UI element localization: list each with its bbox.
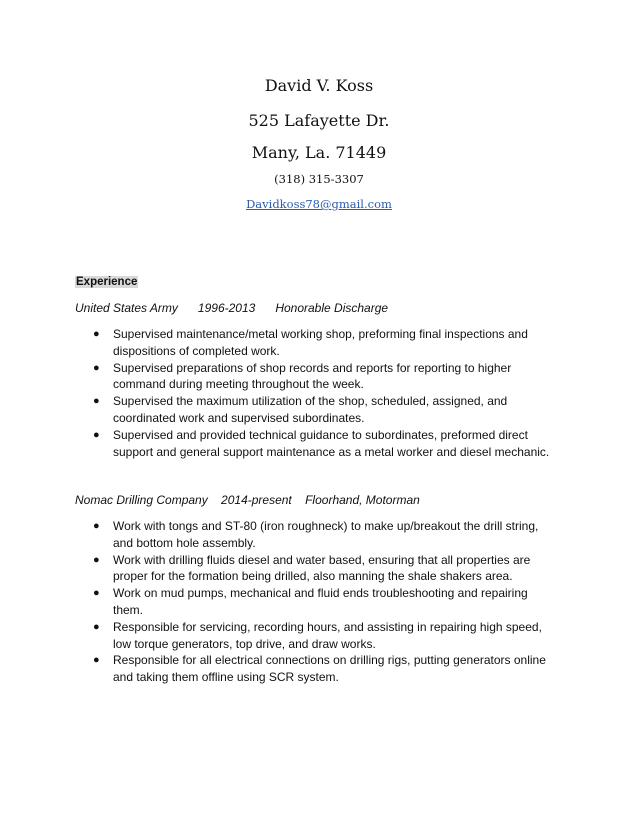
bullet-icon: ● bbox=[93, 328, 100, 340]
email-line bbox=[0, 197, 638, 211]
bullet-icon: ● bbox=[93, 520, 100, 532]
bullet-text: Responsible for servicing, recording hours, and assisting in repairing high speed, low torque generators, top drive, and draw works. bbox=[113, 619, 542, 651]
list-item bbox=[0, 552, 558, 586]
phone-number: (318) 315-3307 bbox=[274, 172, 364, 186]
bullet-text: Supervised preparations of shop records and reports for reporting to higher command during meeting throughout the week. bbox=[113, 360, 512, 392]
bullet-icon: ● bbox=[93, 620, 100, 633]
list-item bbox=[0, 393, 558, 427]
bullet-text: Work with tongs and ST-80 (iron roughneck) to make up/breakout the drill string, and bottom hole assembly. bbox=[113, 519, 539, 550]
bullet-icon: ● bbox=[93, 654, 100, 667]
bullet-icon: ● bbox=[93, 395, 100, 408]
bullet-text: Supervised and provided technical guidance to subordinates, preformed direct support and general support maintenance as a metal worker and diesel mechanic. bbox=[113, 427, 550, 459]
city-state-zip: Many, La. 71449 bbox=[251, 143, 387, 162]
job-heading: Nomac Drilling Company 2014-present Floorhand, Motorman bbox=[75, 493, 420, 507]
bullet-icon: ● bbox=[93, 361, 100, 374]
list-item bbox=[0, 518, 558, 552]
bullet-text: Supervised maintenance/metal working shop, preforming final inspections and dispositions of completed work. bbox=[113, 327, 528, 358]
list-item bbox=[0, 619, 558, 653]
applicant-name: David V. Koss bbox=[264, 76, 374, 95]
bullet-text: Responsible for all electrical connections on drilling rigs, putting generators online and taking them offline using SCR system. bbox=[113, 653, 546, 685]
bullet-text: Work on mud pumps, mechanical and fluid ends troubleshooting and repairing them. bbox=[113, 586, 528, 617]
section-title-experience: Experience bbox=[76, 276, 138, 288]
job-heading: United States Army 1996-2013 Honorable Discharge bbox=[75, 301, 389, 315]
list-item bbox=[0, 326, 558, 360]
job-bullet-list bbox=[0, 326, 558, 460]
street-address: 525 Lafayette Dr. bbox=[248, 111, 390, 130]
bullet-icon: ● bbox=[93, 553, 100, 566]
job-bullet-list bbox=[0, 518, 558, 686]
list-item bbox=[0, 652, 558, 686]
bullet-icon: ● bbox=[93, 587, 100, 600]
list-item bbox=[0, 585, 558, 619]
bullet-icon: ● bbox=[93, 428, 100, 441]
list-item bbox=[0, 427, 558, 461]
list-item bbox=[0, 360, 558, 394]
bullet-text: Work with drilling fluids diesel and water based, ensuring that all properties are proper for the formation being drilled, also manning the shale shakers area. bbox=[113, 552, 531, 584]
bullet-text: Supervised the maximum utilization of the shop, scheduled, assigned, and coordinated work and supervised subordinates. bbox=[113, 394, 508, 425]
email-link[interactable]: Davidkoss78@gmail.com bbox=[246, 197, 392, 211]
